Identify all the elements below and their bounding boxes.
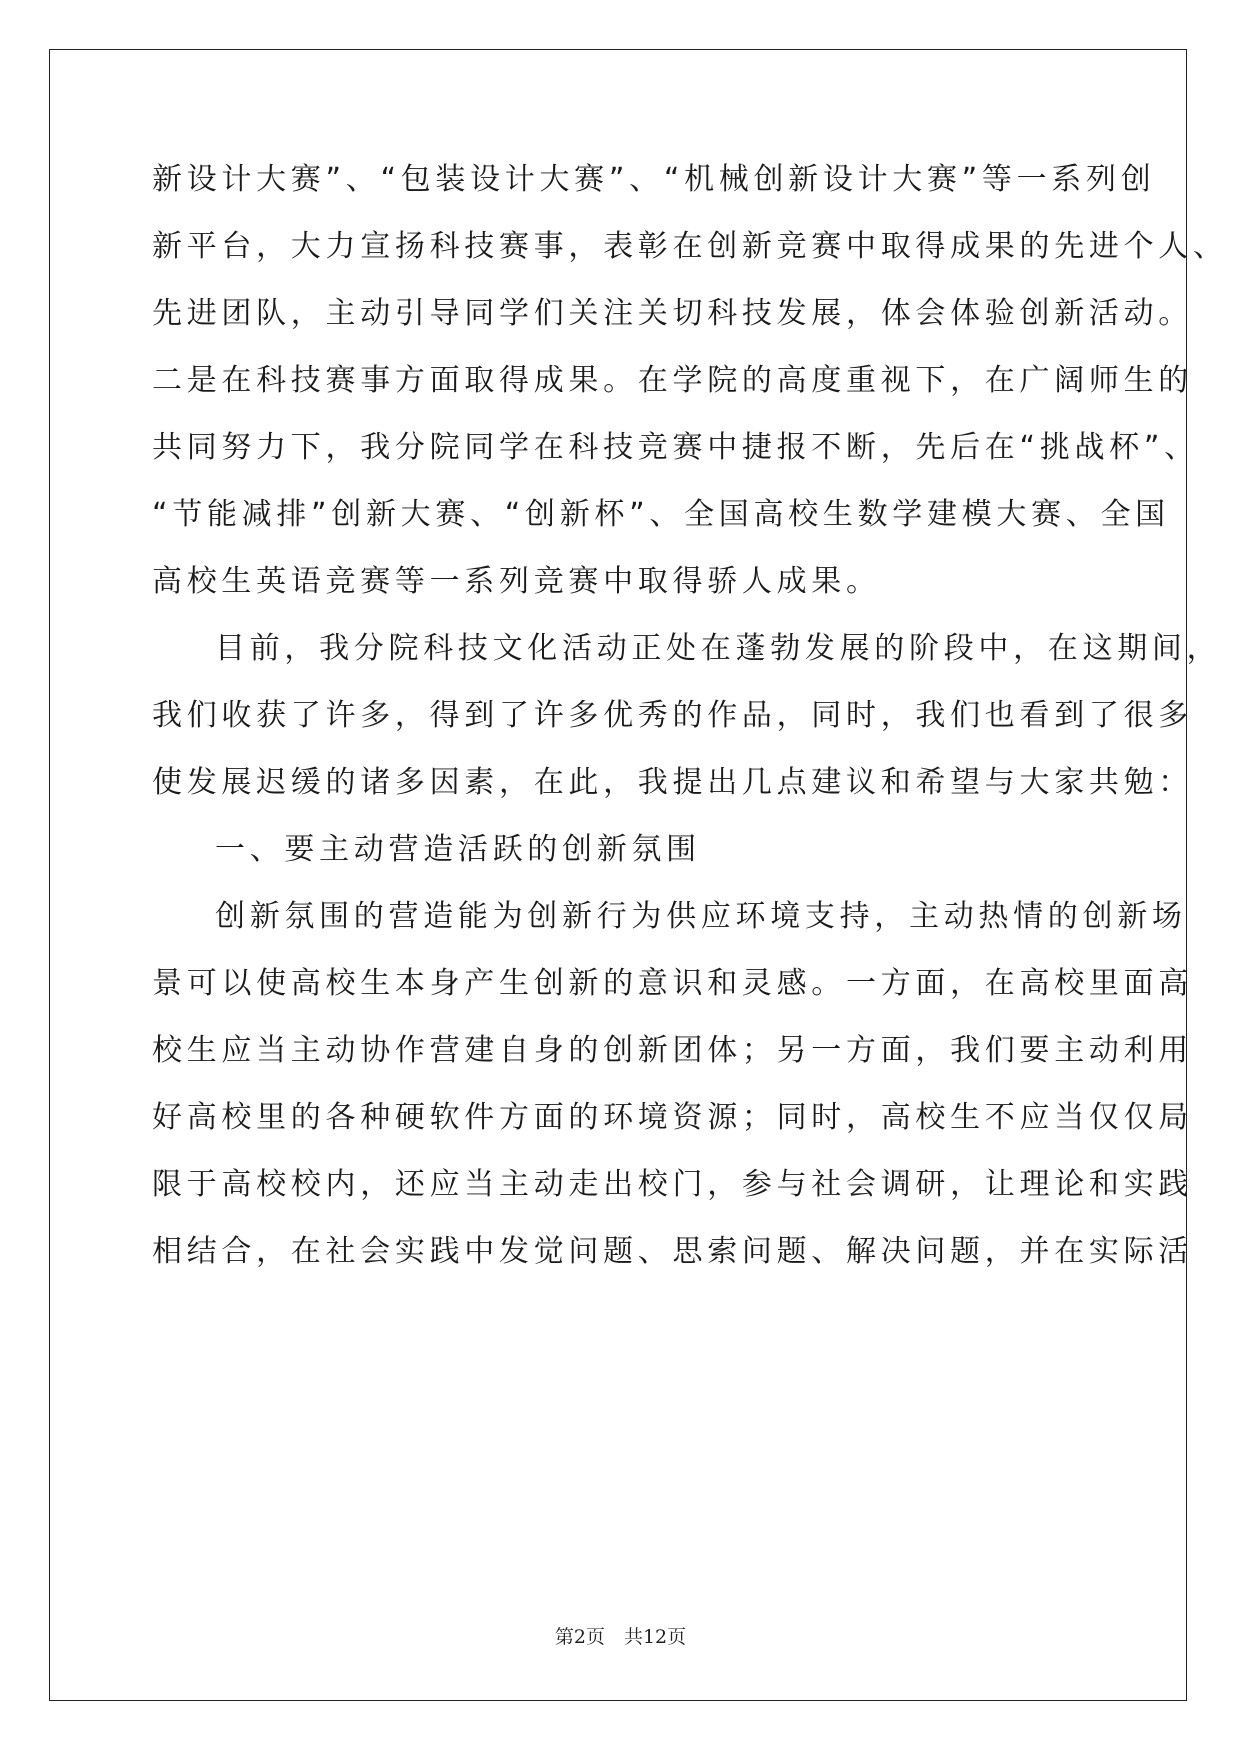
- text-line: 新平台，大力宣扬科技赛事，表彰在创新竞赛中取得成果的先进个人、: [152, 229, 1228, 264]
- paragraph-start-line: 创新氛围的营造能为创新行为供应环境支持，主动热情的创新场: [215, 899, 1187, 934]
- page-number-footer: 第2页 共12页: [554, 1626, 687, 1648]
- text-line: 相结合，在社会实践中发觉问题、思索问题、解决问题，并在实际活: [152, 1234, 1193, 1269]
- text-line: 好高校里的各种硬软件方面的环境资源；同时，高校生不应当仅仅局: [152, 1100, 1193, 1135]
- text-line: 我们收获了许多，得到了许多优秀的作品，同时，我们也看到了很多: [152, 698, 1193, 733]
- text-line: 景可以使高校生本身产生创新的意识和灵感。一方面，在高校里面高: [152, 966, 1193, 1001]
- text-line: 新设计大赛”、“包装设计大赛”、“机械创新设计大赛”等一系列创: [152, 162, 1156, 197]
- text-line: 二是在科技赛事方面取得成果。在学院的高度重视下，在广阔师生的: [152, 363, 1193, 398]
- text-line: 高校生英语竞赛等一系列竞赛中取得骄人成果。: [152, 564, 881, 599]
- section-heading: 一、要主动营造活跃的创新氛围: [215, 832, 701, 867]
- text-line: 共同努力下，我分院同学在科技竞赛中捷报不断，先后在“挑战杯”、: [152, 430, 1199, 465]
- paragraph-start-line: 目前，我分院科技文化活动正处在蓬勃发展的阶段中，在这期间，: [215, 631, 1222, 666]
- text-line: “节能减排”创新大赛、“创新杯”、全国高校生数学建模大赛、全国: [152, 497, 1170, 532]
- text-line: 先进团队，主动引导同学们关注关切科技发展，体会体验创新活动。: [152, 296, 1193, 331]
- text-line: 使发展迟缓的诸多因素，在此，我提出几点建议和希望与大家共勉：: [152, 765, 1193, 800]
- text-line: 校生应当主动协作营建自身的创新团体；另一方面，我们要主动利用: [152, 1033, 1193, 1068]
- text-line: 限于高校校内，还应当主动走出校门，参与社会调研，让理论和实践: [152, 1167, 1193, 1202]
